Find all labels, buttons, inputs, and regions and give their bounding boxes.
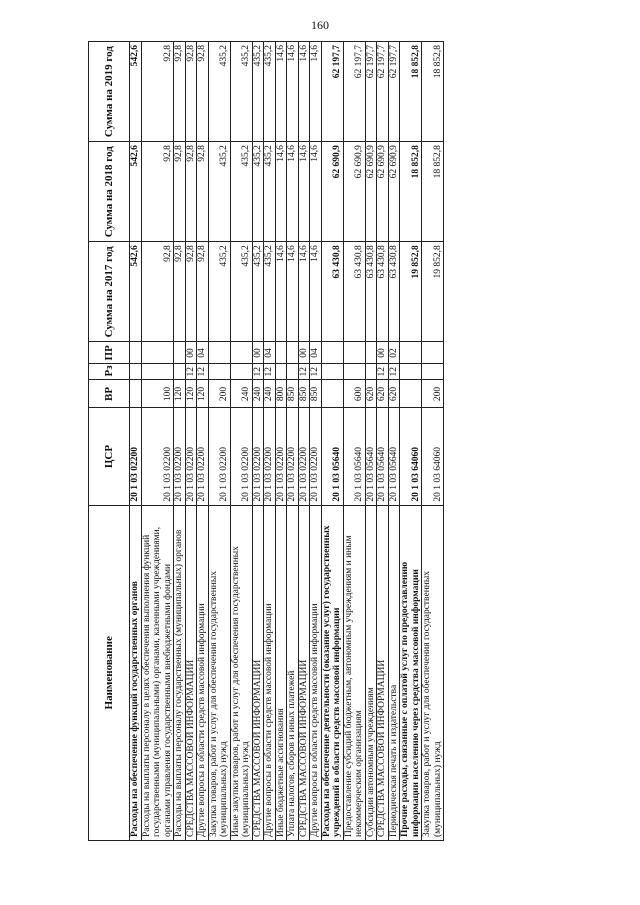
table-row	[422, 42, 444, 841]
table-row	[230, 42, 252, 841]
cell-pr	[174, 342, 186, 364]
cell-vr: 240	[230, 380, 252, 408]
cell-csr: 20 1 03 02200	[310, 408, 322, 505]
cell-csr: 20 1 03 02200	[185, 408, 197, 505]
cell-sum-2019: 18 852,8	[400, 42, 422, 142]
cell-csr: 20 1 03 64060	[400, 408, 422, 505]
cell-csr: 20 1 03 02200	[287, 408, 299, 505]
cell-name: СРЕДСТВА МАССОВОЙ ИНФОРМАЦИИ	[252, 505, 264, 840]
cell-vr	[130, 380, 142, 408]
cell-rz: 12	[298, 364, 310, 380]
cell-pr	[365, 342, 377, 364]
cell-sum-2019: 18 852,8	[422, 42, 444, 142]
table-row	[321, 42, 343, 841]
cell-csr: 20 1 03 02200	[174, 408, 186, 505]
cell-sum-2018: 92,8	[197, 142, 209, 242]
cell-sum-2019: 14,6	[287, 42, 299, 142]
cell-rz	[141, 364, 174, 380]
cell-sum-2017: 14,6	[310, 242, 322, 342]
cell-sum-2018: 435,2	[252, 142, 264, 242]
cell-csr: 20 1 03 02200	[141, 408, 174, 505]
cell-rz	[343, 364, 365, 380]
cell-csr: 20 1 03 05640	[343, 408, 365, 505]
header-pr: ПР	[89, 342, 130, 364]
cell-name: Расходы на выплаты персоналу в целях обеспечения выполнения функций государственными (муниципальными) органами, казенными учреждениями, органами управления государственными внебюджетными фондами	[141, 505, 174, 840]
cell-sum-2019: 92,8	[185, 42, 197, 142]
cell-sum-2018: 18 852,8	[400, 142, 422, 242]
cell-sum-2019: 435,2	[230, 42, 252, 142]
cell-pr	[230, 342, 252, 364]
cell-sum-2017: 63 430,8	[377, 242, 389, 342]
cell-sum-2017: 435,2	[230, 242, 252, 342]
table-row	[377, 42, 389, 841]
header-sum-2017: Сумма на 2017 год	[89, 242, 130, 342]
cell-sum-2019: 62 197,7	[365, 42, 377, 142]
cell-sum-2019: 435,2	[264, 42, 276, 142]
cell-name: Расходы на обеспечение функций государственных органов	[130, 505, 142, 840]
cell-vr	[400, 380, 422, 408]
cell-name: СРЕДСТВА МАССОВОЙ ИНФОРМАЦИИ	[377, 505, 389, 840]
cell-sum-2018: 542,6	[130, 142, 142, 242]
cell-sum-2018: 435,2	[208, 142, 230, 242]
cell-sum-2018: 92,8	[141, 142, 174, 242]
table-row	[141, 42, 174, 841]
cell-sum-2017: 19 852,8	[422, 242, 444, 342]
cell-pr: 00	[252, 342, 264, 364]
table-body	[130, 42, 444, 841]
cell-sum-2018: 435,2	[264, 142, 276, 242]
cell-vr: 850	[287, 380, 299, 408]
cell-pr: 00	[298, 342, 310, 364]
cell-csr: 20 1 03 05640	[365, 408, 377, 505]
cell-rz	[287, 364, 299, 380]
table-row	[130, 42, 142, 841]
cell-sum-2018: 14,6	[275, 142, 287, 242]
table-row	[197, 42, 209, 841]
table-row	[275, 42, 287, 841]
cell-sum-2017: 92,8	[185, 242, 197, 342]
header-csr: ЦСР	[89, 408, 130, 505]
cell-name: Расходы на выплаты персоналу государственных (муниципальных) органов	[174, 505, 186, 840]
cell-name: Иные бюджетные ассигнования	[275, 505, 287, 840]
cell-pr: 04	[264, 342, 276, 364]
cell-pr	[275, 342, 287, 364]
cell-sum-2018: 92,8	[174, 142, 186, 242]
cell-csr: 20 1 03 02200	[230, 408, 252, 505]
table-row	[208, 42, 230, 841]
cell-sum-2017: 63 430,8	[365, 242, 377, 342]
cell-name: Прочие расходы, связанные с оплатой услуг по предоставлению информации населению через средства массовой информации	[400, 505, 422, 840]
table-row	[174, 42, 186, 841]
cell-rz: 12	[310, 364, 322, 380]
cell-csr: 20 1 03 02200	[252, 408, 264, 505]
cell-csr: 20 1 03 05640	[388, 408, 400, 505]
cell-pr	[400, 342, 422, 364]
header-rz: Рз	[89, 364, 130, 380]
cell-name: СРЕДСТВА МАССОВОЙ ИНФОРМАЦИИ	[298, 505, 310, 840]
cell-rz: 12	[388, 364, 400, 380]
table-row	[310, 42, 322, 841]
header-sum-2019: Сумма на 2019 год	[89, 42, 130, 142]
table-row	[264, 42, 276, 841]
cell-sum-2017: 92,8	[197, 242, 209, 342]
header-name: Наименование	[89, 505, 130, 840]
cell-sum-2017: 542,6	[130, 242, 142, 342]
cell-sum-2017: 14,6	[275, 242, 287, 342]
cell-rz: 12	[185, 364, 197, 380]
cell-vr: 620	[377, 380, 389, 408]
cell-sum-2018: 62 690,9	[388, 142, 400, 242]
table-header-row	[89, 42, 130, 841]
cell-name: СРЕДСТВА МАССОВОЙ ИНФОРМАЦИИ	[185, 505, 197, 840]
rotated-table-sheet	[88, 41, 564, 841]
cell-vr: 850	[310, 380, 322, 408]
cell-rz	[365, 364, 377, 380]
cell-name: Предоставление субсидий бюджетным, автономным учреждениям и иным некоммерческим организациям	[343, 505, 365, 840]
cell-sum-2019: 92,8	[174, 42, 186, 142]
cell-sum-2017: 14,6	[287, 242, 299, 342]
cell-csr: 20 1 03 02200	[275, 408, 287, 505]
cell-sum-2018: 62 690,9	[321, 142, 343, 242]
cell-vr	[321, 380, 343, 408]
cell-rz	[400, 364, 422, 380]
cell-rz: 12	[197, 364, 209, 380]
cell-rz: 12	[264, 364, 276, 380]
cell-sum-2019: 542,6	[130, 42, 142, 142]
cell-name: Уплата налогов, сборов и иных платежей	[287, 505, 299, 840]
cell-name: Расходы на обеспечение деятельности (оказание услуг) государственных учреждений в области средств массовой информации	[321, 505, 343, 840]
cell-csr: 20 1 03 05640	[321, 408, 343, 505]
cell-sum-2018: 14,6	[287, 142, 299, 242]
cell-sum-2018: 92,8	[185, 142, 197, 242]
cell-rz	[321, 364, 343, 380]
cell-name: Закупка товаров, работ и услуг для обеспечения государственных (муниципальных) нужд	[208, 505, 230, 840]
cell-vr: 600	[343, 380, 365, 408]
cell-vr: 800	[275, 380, 287, 408]
cell-sum-2019: 62 197,7	[343, 42, 365, 142]
cell-csr: 20 1 03 05640	[377, 408, 389, 505]
table-row	[388, 42, 400, 841]
cell-sum-2018: 14,6	[310, 142, 322, 242]
cell-pr	[287, 342, 299, 364]
cell-sum-2017: 435,2	[208, 242, 230, 342]
cell-vr: 620	[365, 380, 377, 408]
cell-sum-2019: 435,2	[208, 42, 230, 142]
table-row	[252, 42, 264, 841]
cell-pr	[422, 342, 444, 364]
cell-sum-2017: 14,6	[298, 242, 310, 342]
cell-rz	[174, 364, 186, 380]
cell-name: Другие вопросы в области средств массовой информации	[310, 505, 322, 840]
cell-csr: 20 1 03 02200	[264, 408, 276, 505]
cell-name: Другие вопросы в области средств массовой информации	[264, 505, 276, 840]
cell-sum-2019: 435,2	[252, 42, 264, 142]
cell-sum-2017: 92,8	[174, 242, 186, 342]
cell-sum-2019: 14,6	[275, 42, 287, 142]
cell-name: Закупка товаров, работ и услуг для обеспечения государственных (муниципальных) нужд	[422, 505, 444, 840]
cell-sum-2018: 18 852,8	[422, 142, 444, 242]
cell-name: Другие вопросы в области средств массовой информации	[197, 505, 209, 840]
cell-pr	[130, 342, 142, 364]
table-row	[287, 42, 299, 841]
cell-sum-2017: 19 852,8	[400, 242, 422, 342]
table-row	[365, 42, 377, 841]
cell-name: Субсидии автономным учреждениям	[365, 505, 377, 840]
cell-name: Периодическая печать и издательства	[388, 505, 400, 840]
cell-sum-2019: 62 197,7	[377, 42, 389, 142]
cell-vr: 120	[185, 380, 197, 408]
cell-sum-2019: 14,6	[310, 42, 322, 142]
header-sum-2018: Сумма на 2018 год	[89, 142, 130, 242]
table-row	[298, 42, 310, 841]
cell-sum-2018: 62 690,9	[377, 142, 389, 242]
cell-rz: 12	[377, 364, 389, 380]
cell-pr	[321, 342, 343, 364]
cell-vr: 240	[252, 380, 264, 408]
cell-vr: 120	[174, 380, 186, 408]
cell-sum-2017: 435,2	[264, 242, 276, 342]
cell-rz	[422, 364, 444, 380]
cell-pr: 04	[310, 342, 322, 364]
cell-name: Иные закупки товаров, работ и услуг для обеспечения государственных (муниципальных) нужд	[230, 505, 252, 840]
cell-pr: 00	[377, 342, 389, 364]
cell-csr: 20 1 03 02200	[208, 408, 230, 505]
cell-sum-2017: 63 430,8	[388, 242, 400, 342]
cell-sum-2018: 435,2	[230, 142, 252, 242]
cell-pr: 02	[388, 342, 400, 364]
cell-sum-2019: 14,6	[298, 42, 310, 142]
cell-sum-2018: 62 690,9	[343, 142, 365, 242]
cell-rz: 12	[252, 364, 264, 380]
cell-sum-2018: 62 690,9	[365, 142, 377, 242]
cell-vr: 200	[422, 380, 444, 408]
cell-vr: 200	[208, 380, 230, 408]
table-row	[185, 42, 197, 841]
cell-vr: 240	[264, 380, 276, 408]
cell-pr	[343, 342, 365, 364]
cell-vr: 100	[141, 380, 174, 408]
cell-vr: 120	[197, 380, 209, 408]
cell-pr	[208, 342, 230, 364]
table-row	[343, 42, 365, 841]
cell-sum-2019: 92,8	[197, 42, 209, 142]
cell-sum-2017: 435,2	[252, 242, 264, 342]
cell-vr: 850	[298, 380, 310, 408]
cell-vr: 620	[388, 380, 400, 408]
cell-rz	[275, 364, 287, 380]
cell-rz	[208, 364, 230, 380]
budget-table	[88, 41, 444, 841]
cell-csr: 20 1 03 64060	[422, 408, 444, 505]
cell-sum-2017: 92,8	[141, 242, 174, 342]
cell-csr: 20 1 03 02200	[298, 408, 310, 505]
cell-sum-2017: 63 430,8	[321, 242, 343, 342]
header-vr: ВР	[89, 380, 130, 408]
cell-csr: 20 1 03 02200	[130, 408, 142, 505]
cell-pr	[141, 342, 174, 364]
cell-sum-2017: 63 430,8	[343, 242, 365, 342]
cell-rz	[130, 364, 142, 380]
cell-sum-2019: 62 197,7	[321, 42, 343, 142]
cell-pr: 00	[185, 342, 197, 364]
cell-rz	[230, 364, 252, 380]
cell-pr: 04	[197, 342, 209, 364]
cell-sum-2018: 14,6	[298, 142, 310, 242]
page-number: 160	[311, 18, 329, 32]
cell-sum-2019: 62 197,7	[388, 42, 400, 142]
cell-csr: 20 1 03 02200	[197, 408, 209, 505]
cell-sum-2019: 92,8	[141, 42, 174, 142]
table-row	[400, 42, 422, 841]
